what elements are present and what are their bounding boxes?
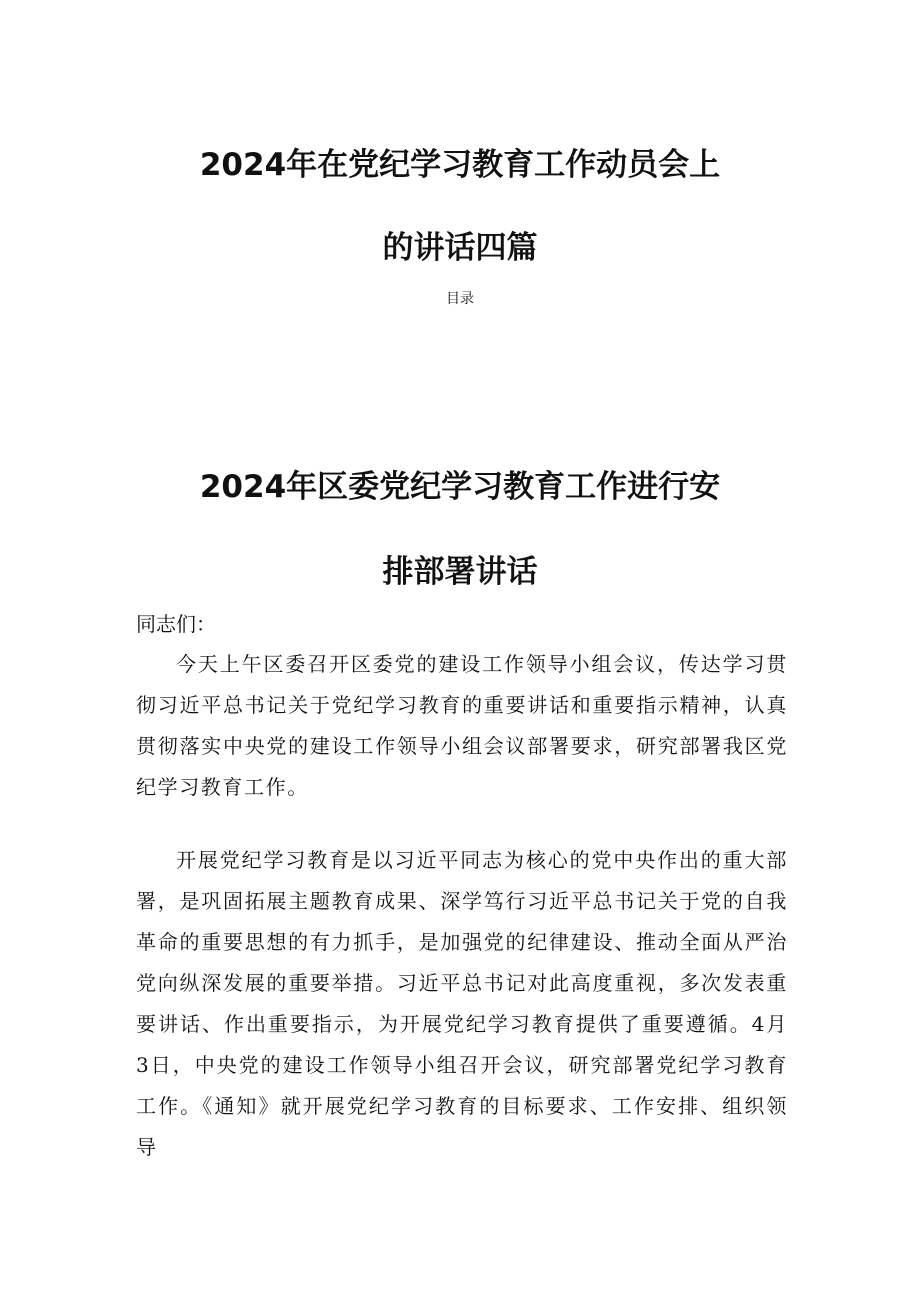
section-title-line-2: 排部署讲话 [382,554,538,590]
toc-label: 目录 [446,291,474,307]
section-title-line-1: 2024年区委党纪学习教育工作进行安 [199,469,721,505]
body-paragraph-2: 开展党纪学习教育是以习近平同志为核心的党中央作出的重大部署，是巩固拓展主题教育成果、深学笃行习近平总书记关于党的自我革命的重要思想的有力抓手，是加强党的纪律建设、推动全面从严治党向纵深发展的重要举措。习近平总书记对此高度重视，多次发表重要讲话、作出重要指示，为开展党纪学习教育提供了重要遵循。4月3日，中央党的建设工作领导小组召开会议，研究部署党纪学习教育工作。《通知》就开展党纪学习教育的目标要求、工作安排、组织领导 [136,848,788,1159]
body-paragraph-1: 今天上午区委召开区委党的建设工作领导小组会议，传达学习贯彻习近平总书记关于党纪学习教育的重要讲话和重要指示精神，认真贯彻落实中央党的建设工作领导小组会议部署要求，研究部署我区党纪学习教育工作。 [136,652,788,799]
document-title-line-1: 2024年在党纪学习教育工作动员会上 [199,147,721,183]
document-title-line-2: 的讲话四篇 [382,230,538,266]
salutation: 同志们： [136,612,216,636]
